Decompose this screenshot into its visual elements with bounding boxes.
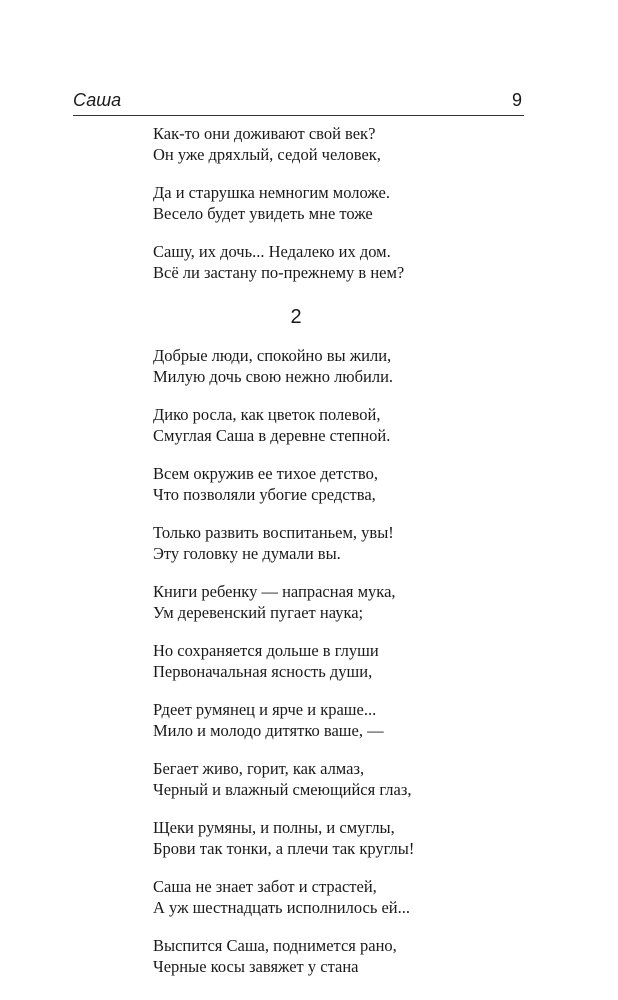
poem-line: Первоначальная ясность души, <box>153 662 373 681</box>
poem-line: Брови так тонки, а плечи так круглы! <box>153 839 415 858</box>
poem-line: Всё ли застану по-прежнему в нем? <box>153 263 405 282</box>
poem-line: Как-то они доживают свой век? <box>153 124 376 143</box>
poem-line: Черные косы завяжет у стана <box>153 957 359 976</box>
poem-line: Рдеет румянец и ярче и краше... <box>153 700 377 719</box>
poem-line: Эту головку не думали вы. <box>153 544 341 563</box>
poem-line: Выспится Саша, поднимется рано, <box>153 936 397 955</box>
poem-line: Добрые люди, спокойно вы жили, <box>153 346 392 365</box>
section-heading <box>153 306 553 329</box>
poem-line: Дико росла, как цветок полевой, <box>153 405 381 424</box>
stanza <box>153 699 553 741</box>
poem-line: Ум деревенский пугает наука; <box>153 603 364 622</box>
poem-line: Что позволяли убогие средства, <box>153 485 376 504</box>
running-title: Саша <box>73 90 122 110</box>
poem-section-2 <box>153 345 553 994</box>
poem-line: Всем окружив ее тихое детство, <box>153 464 378 483</box>
stanza <box>153 345 553 387</box>
poem-line: Мило и молодо дитятко ваше, — <box>153 721 384 740</box>
stanza <box>153 935 553 977</box>
poem-line: Смуглая Саша в деревне степной. <box>153 426 391 445</box>
stanza <box>153 522 553 564</box>
section-number: 2 <box>290 306 302 328</box>
poem-line: Сашу, их дочь... Недалеко их дом. <box>153 242 391 261</box>
stanza <box>153 123 553 165</box>
stanza <box>153 758 553 800</box>
poem-line: Милую дочь свою нежно любили. <box>153 367 394 386</box>
poem-line: Весело будет увидеть мне тоже <box>153 204 373 223</box>
stanza <box>153 463 553 505</box>
poem-line: Только развить воспитаньем, увы! <box>153 523 394 542</box>
poem-section-1 <box>153 123 553 300</box>
poem-line: Саша не знает забот и страстей, <box>153 877 377 896</box>
stanza <box>153 876 553 918</box>
poem-line: А уж шестнадцать исполнилось ей... <box>153 898 411 917</box>
header-rule <box>73 115 524 116</box>
stanza <box>153 640 553 682</box>
stanza <box>153 182 553 224</box>
stanza <box>153 241 553 283</box>
stanza <box>153 581 553 623</box>
stanza <box>153 817 553 859</box>
poem-line: Щеки румяны, и полны, и смуглы, <box>153 818 395 837</box>
poem-line: Да и старушка немногим моложе. <box>153 183 390 202</box>
poem-line: Бегает живо, горит, как алмаз, <box>153 759 365 778</box>
poem-line: Черный и влажный смеющийся глаз, <box>153 780 412 799</box>
poem-line: Он уже дряхлый, седой человек, <box>153 145 381 164</box>
poem-line: Но сохраняется дольше в глуши <box>153 641 379 660</box>
page-number: 9 <box>511 90 522 110</box>
stanza <box>153 404 553 446</box>
page-header <box>73 88 524 118</box>
poem-line: Книги ребенку — напрасная мука, <box>153 582 396 601</box>
